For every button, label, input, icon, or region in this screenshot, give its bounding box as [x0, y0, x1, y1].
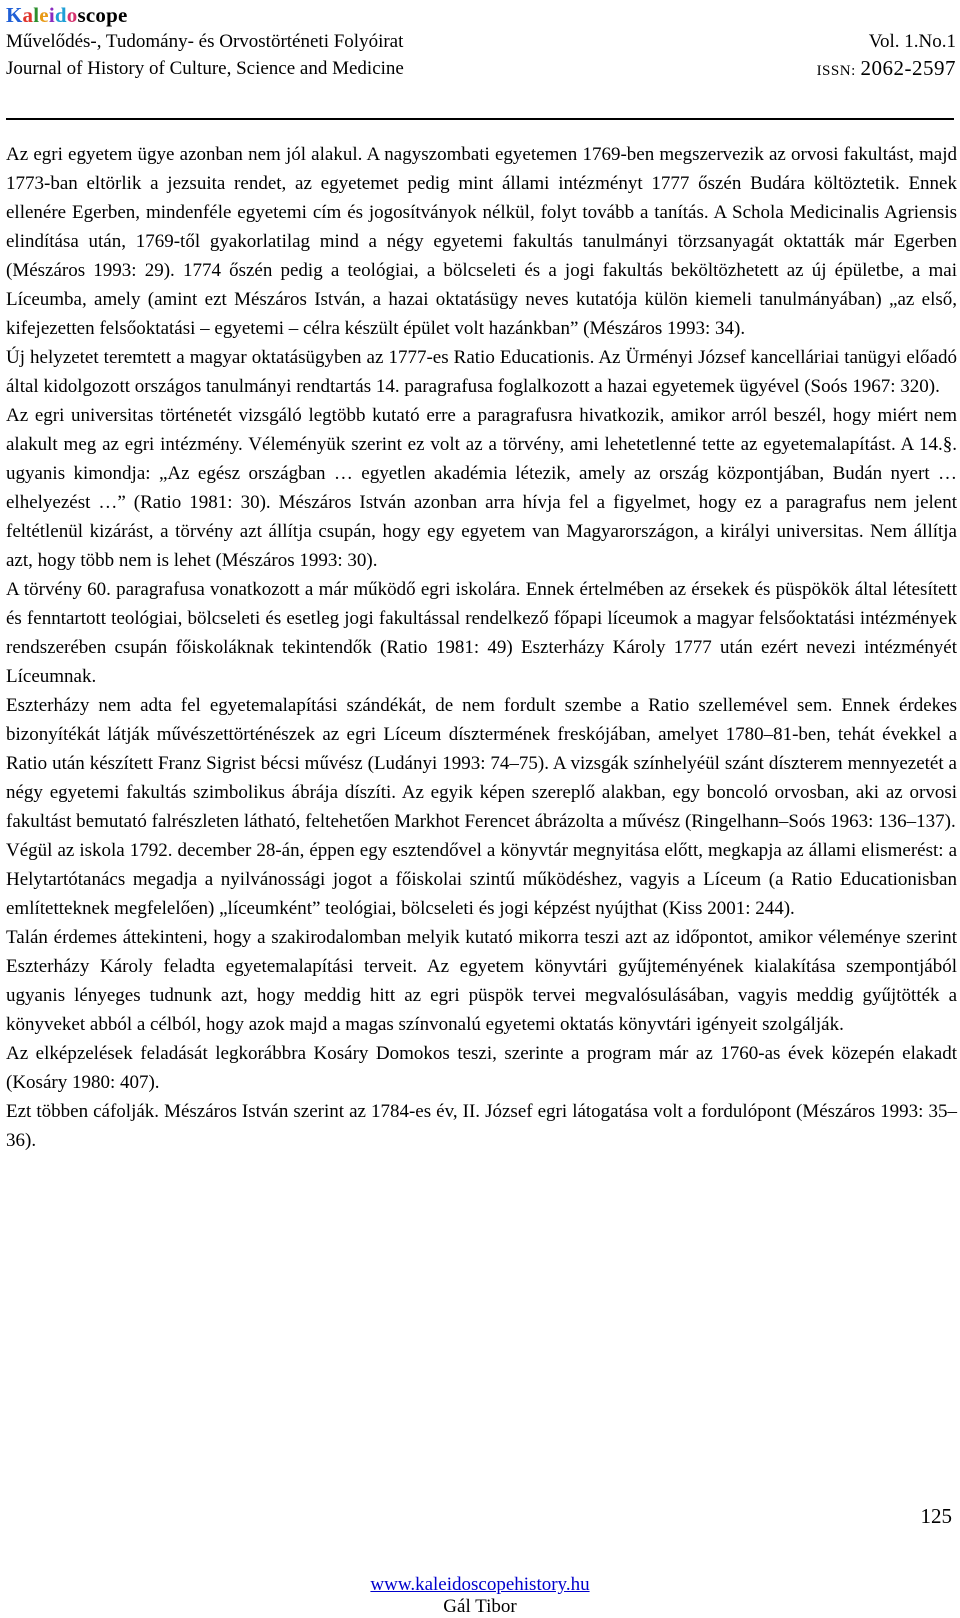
- paragraph: Eszterházy nem adta fel egyetemalapítási szándékát, de nem fordult szembe a Ratio szellemével sem. Ennek érdekes bizonyítékát látják művészettörténészek az egri Líceum dísztermének freskójában, amelyet 1780–81-ben, tehát évekkel a Ratio után készített Franz Sigrist bécsi művész (Ludányi 1993: 74–75). A vizsgák színhelyéül szánt díszterem mennyezetét a négy egyetemi fakultás szimbolikus ábrája díszíti. Az egyik képen szereplő alakban, egy boncoló orvosban, aki az orvosi fakultást bemutató falrészleten látható, feltehetően Markhot Ferencet ábrázolta a művész (Ringelhann–Soós 1963: 136–137).: [6, 695, 957, 832]
- logo-letter: c: [85, 3, 96, 27]
- paragraph: Új helyzetet teremtett a magyar oktatásügyben az 1777-es Ratio Educationis. Az Ürményi József kancelláriai tanügyi előadó által kidolgozott országos tanulmányi rendtartás 14. paragrafusa foglalkozott a hazai egyetemek ügyével (Soós 1967: 320).: [6, 347, 957, 397]
- journal-header: [6, 2, 956, 92]
- header-line-2: [6, 55, 956, 85]
- logo-letter: s: [77, 3, 86, 27]
- logo-letter: i: [48, 3, 55, 27]
- logo-letter: e: [39, 3, 49, 27]
- logo-letter: a: [22, 3, 34, 27]
- logo-letter: l: [33, 3, 40, 27]
- issn-label: ISSN:: [816, 63, 856, 79]
- journal-subtitle-hu: Művelődés-, Tudomány- és Orvostörténeti Folyóirat: [6, 31, 404, 52]
- paragraph: Talán érdemes áttekinteni, hogy a szakirodalomban melyik kutató mikorra teszi azt az időpontot, amikor véleménye szerint Eszterházy Károly feladta egyetemalapítási terveit. Az egyetem könyvtári gyűjteményének kialakítása szempontjából ugyanis lényeges tudnunk azt, hogy meddig hitt az egri püspök tervei megvalósulásában, vagyis meddig gyűjtötték a könyveket abból a célból, hogy azok majd a magas színvonalú egyetemi oktatás könyvtári igényeit szolgálják.: [6, 927, 957, 1035]
- paragraph: Végül az iskola 1792. december 28-án, éppen egy esztendővel a könyvtár megnyitása előtt, megkapja az állami elismerést: a Helytartótanács megadja a nyilvánossági jogot a főiskolai szintű működéshez, vagyis a Líceum (a Ratio Educationisban említetteknek megfelelően) „líceumként” teológiai, bölcseleti és jogi képzést nyújthat (Kiss 2001: 244).: [6, 840, 957, 919]
- journal-logo: [6, 2, 956, 28]
- paragraph: Az egri universitas történetét vizsgáló legtöbb kutató erre a paragrafusra hivatkozik, amikor arról beszél, hogy miért nem alakult meg az egri intézmény. Véleményük szerint ez volt az a törvény, ami lehetetlenné tette az egyetemalapítást. A 14.§. ugyanis kimondja: „Az egész országban … egyetlen akadémia létezik, amely az ország központjában, Budán nyert … elhelyezést …” (Ratio 1981: 30). Mészáros István azonban arra hívja fel a figyelmet, hogy ez a paragrafus nem jelent feltétlenül kizárást, a törvény azt állítja csupán, hogy egy egyetem van Magyarországon, a királyi universitas. Nem állítja azt, hogy több nem is lehet (Mészáros 1993: 30).: [6, 405, 957, 571]
- logo-letter: K: [6, 3, 23, 27]
- paragraph: Az elképzelések feladását legkorábbra Kosáry Domokos teszi, szerinte a program már az 1760-as évek közepén elakadt (Kosáry 1980: 407).: [6, 1043, 957, 1093]
- volume-label: Vol. 1.No.1: [868, 31, 956, 52]
- issn-number: 2062-2597: [860, 56, 956, 80]
- logo-letter: o: [95, 3, 107, 27]
- footer-author: Gál Tibor: [443, 1596, 517, 1617]
- logo-letter: p: [106, 3, 118, 27]
- page-footer: [0, 1574, 960, 1618]
- article-body: [6, 140, 957, 1155]
- footer-website-link[interactable]: www.kaleidoscopehistory.hu: [370, 1574, 590, 1595]
- logo-letter: d: [54, 3, 67, 27]
- paragraph: Az egri egyetem ügye azonban nem jól alakul. A nagyszombati egyetemen 1769-ben megszervezik az orvosi fakultást, majd 1773-ban eltörlik a jezsuita rendet, az egyetemet pedig mint állami intézményt 1777 őszén Budára költöztetik. Ennek ellenére Egerben, mindenféle egyetemi cím és jogosítványok nélkül, folyt tovább a tanítás. A Schola Medicinalis Agriensis elindítása után, 1769-től gyakorlatilag mind a négy egyetemi fakultás tanulmányi törzsanyagát oktatták már Egerben (Mészáros 1993: 29). 1774 őszén pedig a teológiai, a bölcseleti és a jogi fakultás beköltözhetett az új épületbe, a mai Líceumba, amely (amint ezt Mészáros István, a hazai oktatásügy neves kutatója külön kiemeli tanulmányában) „az első, kifejezetten felsőoktatási – egyetemi – célra készült épület volt hazánkban” (Mészáros 1993: 34).: [6, 144, 957, 339]
- header-line-1: [6, 28, 956, 55]
- logo-letter: e: [117, 3, 128, 27]
- issn: [817, 55, 956, 85]
- page-number: 125: [920, 1504, 952, 1528]
- paragraph: A törvény 60. paragrafusa vonatkozott a már működő egri iskolára. Ennek értelmében az érsekek és püspökök által létesített és fenntartott teológiai, bölcseleti és esetleg jogi fakultással rendelkező főpapi líceumok a magyar felsőoktatási intézmények rendszerében csupán főiskoláknak tekintendők (Ratio 1981: 49) Eszterházy Károly 1777 után ezért nevezi intézményét Líceumnak.: [6, 579, 957, 687]
- journal-subtitle-en: Journal of History of Culture, Science and Medicine: [6, 58, 404, 79]
- logo-letter: o: [66, 3, 78, 27]
- header-divider: [6, 118, 954, 120]
- paragraph: Ezt többen cáfolják. Mészáros István szerint az 1784-es év, II. József egri látogatása volt a fordulópont (Mészáros 1993: 35–36).: [6, 1101, 957, 1151]
